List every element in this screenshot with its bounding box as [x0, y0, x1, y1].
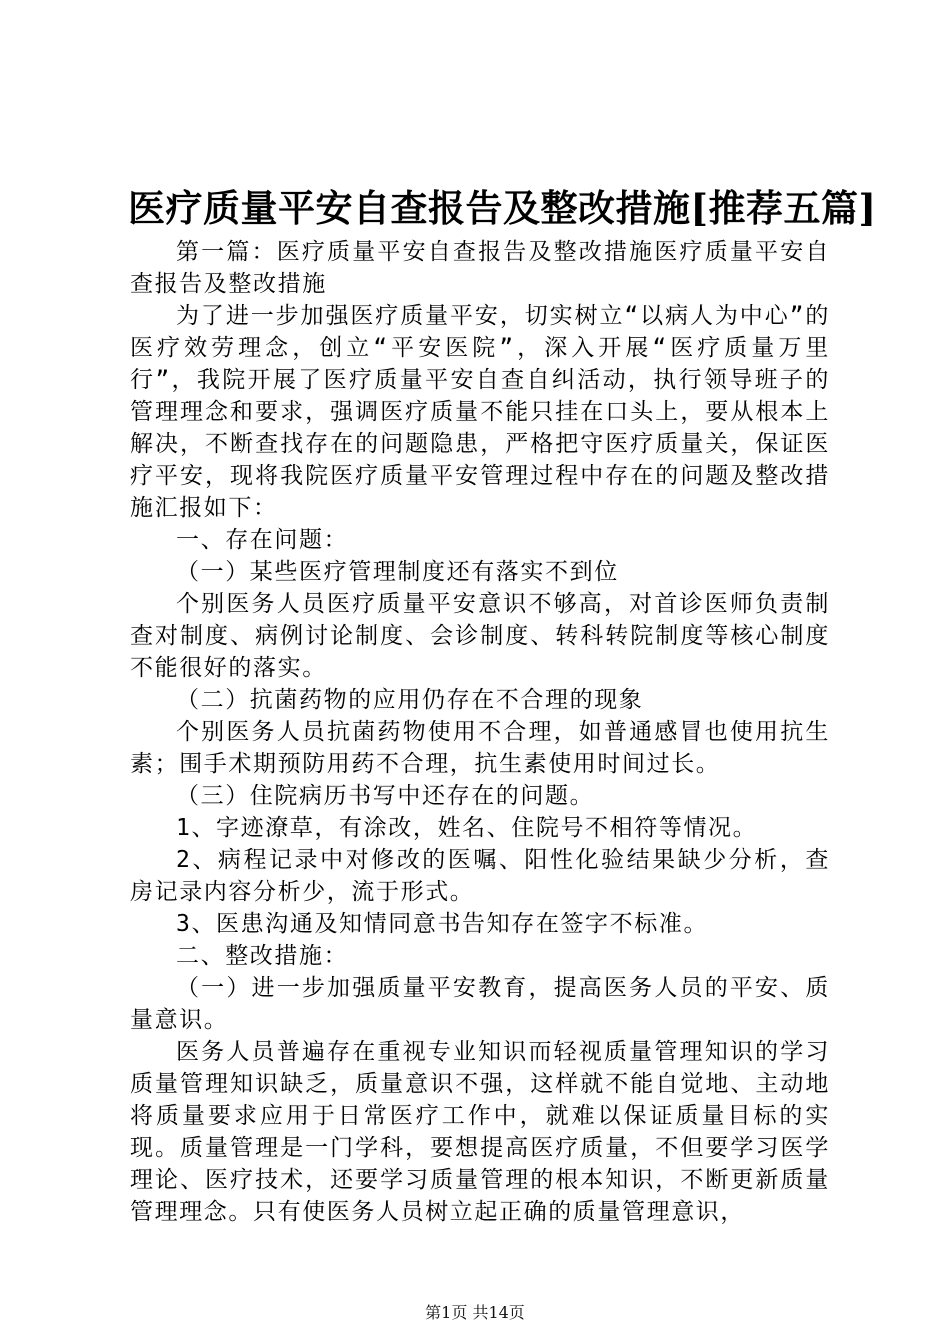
- page-footer: 第1页 共14页: [425, 1303, 525, 1322]
- subsection-heading: （一）进一步加强质量平安教育，提高医务人员的平安、质量意识。: [130, 975, 830, 1033]
- document-title: 医疗质量平安自查报告及整改措施[推荐五篇]: [128, 186, 877, 230]
- list-item: 3、医患沟通及知情同意书告知存在签字不标准。: [176, 911, 709, 937]
- paragraph: 为了进一步加强医疗质量平安，切实树立“以病人为中心”的医疗效劳理念，创立“平安医院”，深入开展“医疗质量万里行”，我院开展了医疗质量平安自查自纠活动，执行领导班子的管理理念和要求，强调医疗质量不能只挂在口头上，要从根本上解决，不断查找存在的问题隐患，严格把守医疗质量关，保证医疗平安，现将我院医疗质量平安管理过程中存在的问题及整改措施汇报如下：: [130, 303, 830, 521]
- paragraph: 第一篇：医疗质量平安自查报告及整改措施医疗质量平安自查报告及整改措施: [130, 239, 830, 297]
- subsection-heading: （一）某些医疗管理制度还有落实不到位: [176, 559, 619, 585]
- paragraph: 医务人员普遍存在重视专业知识而轻视质量管理知识的学习质量管理知识缺乏，质量意识不强，这样就不能自觉地、主动地将质量要求应用于日常医疗工作中，就难以保证质量目标的实现。质量管理是一门学科，要想提高医疗质量，不但要学习医学理论、医疗技术，还要学习质量管理的根本知识，不断更新质量管理理念。只有使医务人员树立起正确的质量管理意识，: [130, 1039, 830, 1225]
- paragraph: 个别医务人员医疗质量平安意识不够高，对首诊医师负责制查对制度、病例讨论制度、会诊制度、转科转院制度等核心制度不能很好的落实。: [130, 591, 830, 681]
- section-heading: 二、整改措施：: [176, 943, 349, 969]
- subsection-heading: （二）抗菌药物的应用仍存在不合理的现象: [176, 687, 644, 713]
- section-heading: 一、存在问题：: [176, 527, 349, 553]
- document-body: [130, 236, 830, 1228]
- paragraph: 个别医务人员抗菌药物使用不合理，如普通感冒也使用抗生素；围手术期预防用药不合理，抗生素使用时间过长。: [130, 719, 830, 777]
- list-item: 1、字迹潦草，有涂改，姓名、住院号不相符等情况。: [176, 815, 758, 841]
- list-item: 2、病程记录中对修改的医嘱、阳性化验结果缺少分析，查房记录内容分析少，流于形式。: [130, 847, 830, 905]
- subsection-heading: （三）住院病历书写中还存在的问题。: [176, 783, 595, 809]
